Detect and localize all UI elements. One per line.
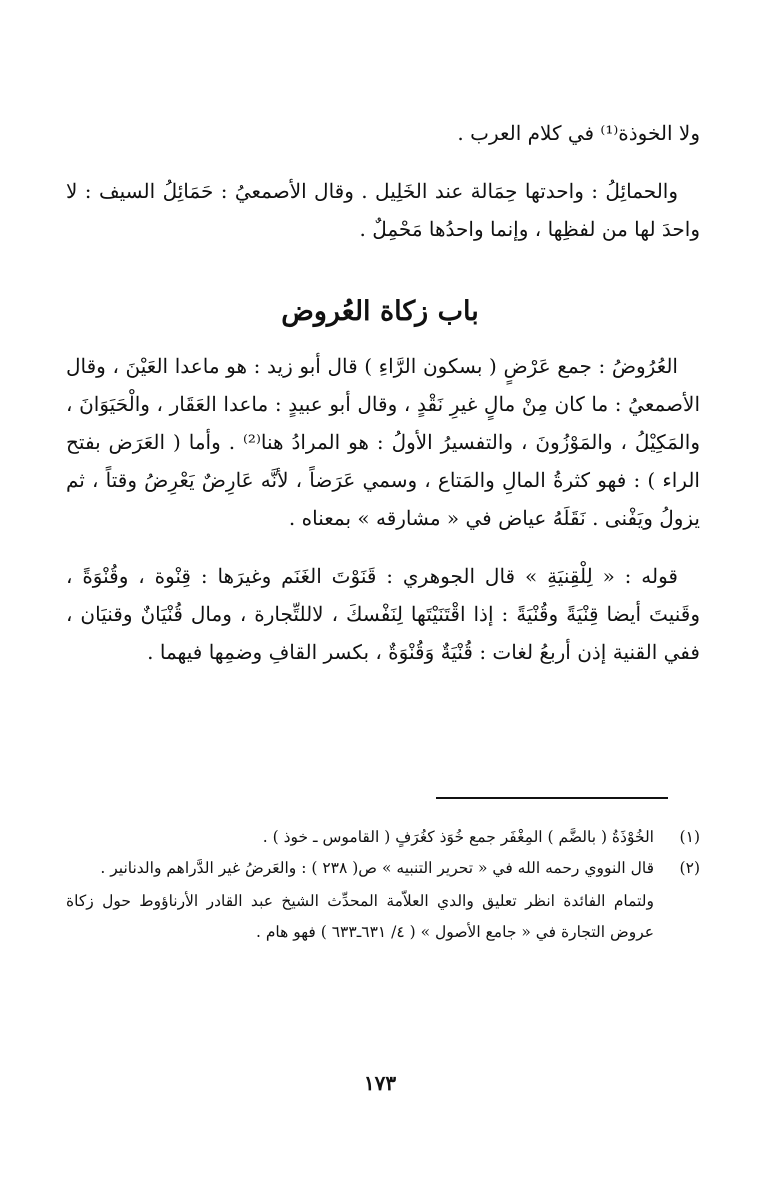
footnote-number: (١) — [679, 828, 700, 846]
footnote-number: (٢) — [679, 859, 700, 877]
footnote-1 — [66, 822, 700, 853]
page-number: ١٧٣ — [363, 1071, 397, 1095]
paragraph-urud: العُرُوضُ : جمع عَرْضٍ ( بسكون الرَّاءِ ) قال أبو زيد : هو ماعدا العَيْنَ ، وقال الأصمعيُ : ما كان مِنْ مالٍ غيرِ نَقْدٍ ، وقال أبو عبيدٍ : ماعدا العَقَار ، والْحَيَوَانَ ، والمَكِيْلُ ، والمَوْزُونَ ، والتفسيرُ الأولُ : هو المرادُ هنا⁽²⁾ . وأما ( العَرَض بفتح الراء ) : فهو كثرةُ المالِ والمَتاع ، وسمي عَرَضاً ، لأنَّه عَارِضٌ يَعْرِضُ وقتاً ، ثم يزولُ ويَفْنى . نَقَلَهُ عياض في « مشارقه » بمعناه . — [66, 354, 700, 530]
paragraph-qinya: قوله : « لِلْقِنيَةِ » قال الجوهري : قَنَوْتَ الغَنَم وغيرَها : قِنْوة ، وقُنْوَةً ، وقَنيتَ أيضا قِنْيَةً وقُنْيَةً : إذا اقْتَنَيْتَها لِنَفْسكَ ، لاللتِّجارة ، ومال قُنْيَانٌ وقنيَان ، ففي القنية إذن أربعُ لغات : قُنْيَةٌ وَقُنْوَةٌ ، بكسر القافِ وضمِها فيهما . — [66, 564, 700, 664]
section-title: باب زكاة العُروض — [281, 296, 479, 327]
footnote-divider — [436, 797, 668, 799]
paragraph-hamail: والحمائِلُ : واحدتها حِمَالة عند الخَلِيل . وقال الأصمعيُ : حَمَائِلُ السيف : لا واحدَ لها من لفظِها ، وإنما واحدُها مَحْمِلٌ . — [66, 179, 700, 241]
opening-text — [66, 114, 700, 248]
line-khudha: ولا الخوذة⁽¹⁾ في كلام العرب . — [457, 121, 700, 145]
footnote-text: الخُوْذَةُ ( بالضَّم ) المِغْفَر جمع خُوَذ كغُرَفٍ ( القاموس ـ خوذ ) . — [262, 828, 654, 846]
footnote-text: قال النووي رحمه الله في « تحرير التنبيه » ص( ٢٣٨ ) : والعَرضُ غير الدَّراهم والدنانير . — [100, 859, 654, 877]
section-body — [66, 347, 700, 671]
footnote-2 — [66, 853, 700, 884]
footnotes — [66, 822, 700, 948]
footnote-note: ولتمام الفائدة انظر تعليق والدي العلاّمة المحدِّث الشيخ عبد القادر الأرناؤوط حول زكاة عروض التجارة في « جامع الأصول » ( ٤/ ٦٣١ـ٦٣٣ ) فهو هام . — [66, 892, 654, 941]
